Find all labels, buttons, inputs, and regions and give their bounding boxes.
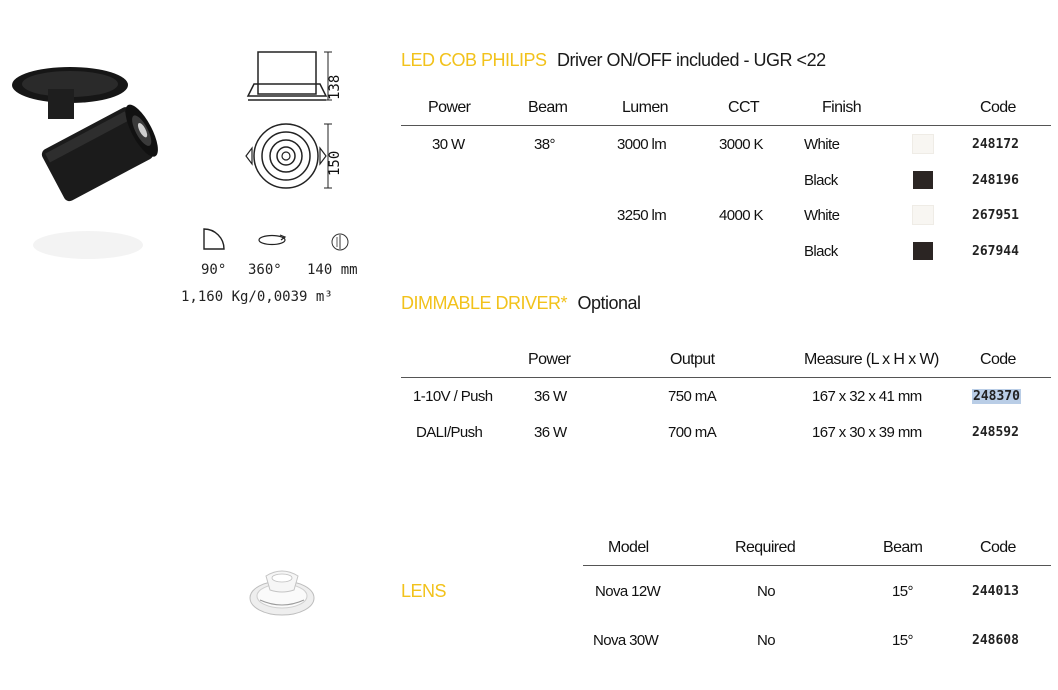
led-cell-lumen: 3250 lm xyxy=(617,207,667,224)
driver-cell-type: DALI/Push xyxy=(416,424,483,441)
driver-section-title: DIMMABLE DRIVER* xyxy=(401,293,568,313)
driver-cell-type: 1-10V / Push xyxy=(413,388,493,405)
lens-cell-required: No xyxy=(757,583,775,600)
driver-cell-measure: 167 x 30 x 39 mm xyxy=(812,424,922,441)
led-cell-finish: White xyxy=(804,136,840,153)
led-header-power: Power xyxy=(428,99,471,116)
driver-header-measure: Measure (L x H x W) xyxy=(804,351,939,368)
led-cell-finish: Black xyxy=(804,172,838,189)
rotation-icon xyxy=(256,232,288,248)
led-cell-finish: White xyxy=(804,207,840,224)
finish-swatch-white xyxy=(913,135,933,153)
driver-cell-output: 700 mA xyxy=(668,424,717,441)
lens-header-beam: Beam xyxy=(883,539,923,556)
lens-header-model: Model xyxy=(608,539,649,556)
driver-section-subtitle: Optional xyxy=(577,293,641,313)
spec-weight-volume: 1,160 Kg/0,0039 m³ xyxy=(181,289,333,305)
driver-cell-code: 248592 xyxy=(972,425,1019,440)
led-cell-lumen: 3000 lm xyxy=(617,136,667,153)
led-header-cct: CCT xyxy=(728,99,760,116)
driver-cell-power: 36 W xyxy=(534,388,567,405)
driver-section-heading xyxy=(401,293,641,314)
led-cell-cct: 3000 K xyxy=(719,136,763,153)
lens-header-required: Required xyxy=(735,539,796,556)
driver-cell-code-selected[interactable]: 248370 xyxy=(973,389,1020,404)
lens-cell-model: Nova 30W xyxy=(593,632,659,649)
finish-swatch-black xyxy=(913,171,933,189)
lens-header-rule xyxy=(583,565,1051,566)
led-cell-code: 267951 xyxy=(972,208,1019,223)
spec-rotation: 360° xyxy=(248,262,282,278)
driver-header-power: Power xyxy=(528,351,571,368)
led-cell-cct: 4000 K xyxy=(719,207,763,224)
led-header-code: Code xyxy=(980,99,1016,116)
driver-header-output: Output xyxy=(670,351,715,368)
finish-swatch-white xyxy=(913,206,933,224)
spec-tilt: 90° xyxy=(201,262,227,278)
finish-swatch-black xyxy=(913,242,933,260)
driver-cell-measure: 167 x 32 x 41 mm xyxy=(812,388,922,405)
driver-cell-power: 36 W xyxy=(534,424,567,441)
spec-hole: 140 mm xyxy=(307,262,358,278)
led-section-title: LED COB PHILIPS xyxy=(401,50,547,70)
lens-cell-code: 248608 xyxy=(972,633,1019,648)
dimension-diameter: 150 xyxy=(327,150,343,176)
led-section-subtitle: Driver ON/OFF included - UGR <22 xyxy=(557,50,826,70)
led-cell-power: 30 W xyxy=(432,136,465,153)
product-photo xyxy=(8,55,168,275)
led-section-heading xyxy=(401,50,826,71)
lens-cell-required: No xyxy=(757,632,775,649)
driver-cell-output: 750 mA xyxy=(668,388,717,405)
lens-cell-beam: 15° xyxy=(892,583,913,600)
dimension-height: 138 xyxy=(327,74,343,100)
led-header-rule xyxy=(401,125,1051,126)
lens-cell-model: Nova 12W xyxy=(595,583,661,600)
lens-cell-beam: 15° xyxy=(892,632,913,649)
driver-header-rule xyxy=(401,377,1051,378)
lens-section-title: LENS xyxy=(401,581,447,601)
hole-cutout-icon xyxy=(330,232,350,252)
driver-header-code: Code xyxy=(980,351,1016,368)
lens-photo xyxy=(246,564,318,620)
led-cell-code: 248196 xyxy=(972,173,1019,188)
lens-cell-code: 244013 xyxy=(972,584,1019,599)
led-cell-code: 267944 xyxy=(972,244,1019,259)
led-cell-code: 248172 xyxy=(972,137,1019,152)
led-cell-finish: Black xyxy=(804,243,838,260)
led-header-finish: Finish xyxy=(822,99,862,116)
lens-header-code: Code xyxy=(980,539,1016,556)
led-header-lumen: Lumen xyxy=(622,99,668,116)
led-header-beam: Beam xyxy=(528,99,568,116)
led-cell-beam: 38° xyxy=(534,136,555,153)
tilt-icon xyxy=(200,225,236,253)
